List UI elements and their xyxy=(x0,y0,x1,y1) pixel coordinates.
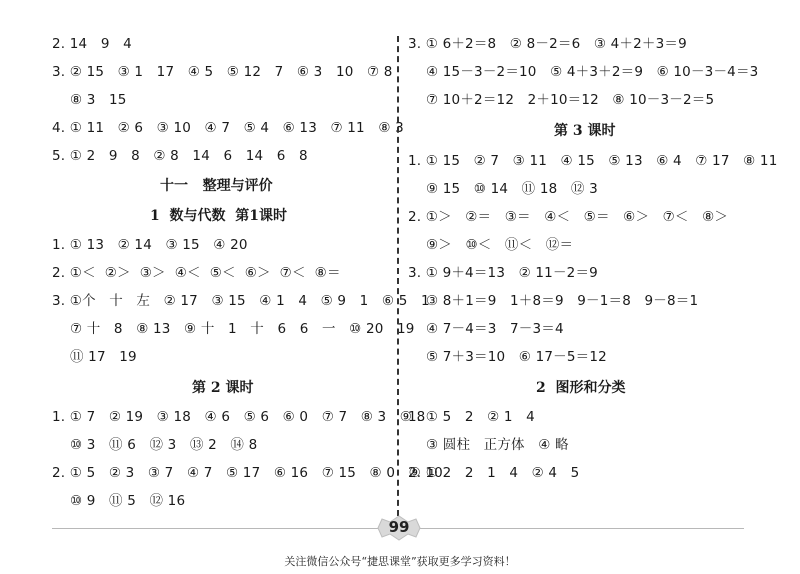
answer-line: ③ 圆柱 正方体 ④ 略 xyxy=(408,437,569,453)
answer-line: ⑤ 7＋3＝10 ⑥ 17－5＝12 xyxy=(408,349,607,365)
answer-line: 2. ①＞ ②＝ ③＝ ④＜ ⑤＝ ⑥＞ ⑦＜ ⑧＞ xyxy=(408,209,729,225)
answer-line: 1. ① 13 ② 14 ③ 15 ④ 20 xyxy=(52,237,248,253)
answer-line: 1. ① 5 2 ② 1 4 xyxy=(408,409,535,425)
answer-line: ④ 15－3－2＝10 ⑤ 4＋3＋2＝9 ⑥ 10－3－4＝3 xyxy=(408,64,759,80)
column-divider xyxy=(397,36,399,516)
answer-line: 2. 14 9 4 xyxy=(52,36,132,52)
section-heading: 十一 整理与评价 xyxy=(160,178,273,194)
section-heading: 2 图形和分类 xyxy=(536,380,626,396)
answer-line: ⑦ 十 8 ⑧ 13 ⑨ 十 1 十 6 6 一 ⑩ 20 19 xyxy=(52,321,415,337)
lesson-heading: 第 2 课时 xyxy=(192,380,254,396)
lesson-heading: 第 3 课时 xyxy=(554,123,616,139)
answer-line: 1. ① 7 ② 19 ③ 18 ④ 6 ⑤ 6 ⑥ 0 ⑦ 7 ⑧ 3 ⑨ 8 xyxy=(52,409,426,425)
answer-line: ⑦ 10＋2＝12 2＋10＝12 ⑧ 10－3－2＝5 xyxy=(408,92,715,108)
page-number-badge xyxy=(372,514,426,542)
answer-line: 3. ② 15 ③ 1 17 ④ 5 ⑤ 12 7 ⑥ 3 10 ⑦ 8 xyxy=(52,64,393,80)
answer-line: 3. ① 9＋4＝13 ② 11－2＝9 xyxy=(408,265,598,281)
answer-line: ⑪ 17 19 xyxy=(52,349,137,365)
answer-line: ③ 8＋1＝9 1＋8＝9 9－1＝8 9－8＝1 xyxy=(408,293,699,309)
answer-line: 5. ① 2 9 8 ② 8 14 6 14 6 8 xyxy=(52,148,308,164)
answer-line: 2. ① 2 2 1 4 ② 4 5 xyxy=(408,465,580,481)
answer-line: 2. ① 5 ② 3 ③ 7 ④ 7 ⑤ 17 ⑥ 16 ⑦ 15 ⑧ 0 ⑨ 10 xyxy=(52,465,443,481)
answer-line: ⑩ 9 ⑪ 5 ⑫ 16 xyxy=(52,493,186,509)
page-number: 99 xyxy=(388,518,410,536)
answer-line: 2. ①＜ ②＞ ③＞ ④＜ ⑤＜ ⑥＞ ⑦＜ ⑧＝ xyxy=(52,265,341,281)
answer-line: ⑩ 3 ⑪ 6 ⑫ 3 ⑬ 2 ⑭ 8 xyxy=(52,437,258,453)
footer-note: 关注微信公众号“捷思课堂”获取更多学习资料！ xyxy=(284,555,516,568)
lesson-heading: 1 数与代数 第1课时 xyxy=(150,208,287,224)
answer-line: ④ 7－4＝3 7－3＝4 xyxy=(408,321,564,337)
answer-line: ⑨ 15 ⑩ 14 ⑪ 18 ⑫ 3 xyxy=(408,181,598,197)
answer-line: 3. ①个 十 左 ② 17 ③ 15 ④ 1 4 ⑤ 9 1 ⑥ 5 1 xyxy=(52,293,430,309)
answer-line: 1. ① 15 ② 7 ③ 11 ④ 15 ⑤ 13 ⑥ 4 ⑦ 17 ⑧ 11 xyxy=(408,153,778,169)
answer-line: 3. ① 6＋2＝8 ② 8－2＝6 ③ 4＋2＋3＝9 xyxy=(408,36,687,52)
answer-line: ⑨＞ ⑩＜ ⑪＜ ⑫＝ xyxy=(408,237,574,253)
answer-line: ⑧ 3 15 xyxy=(52,92,127,108)
answer-line: 4. ① 11 ② 6 ③ 10 ④ 7 ⑤ 4 ⑥ 13 ⑦ 11 ⑧ 3 xyxy=(52,120,404,136)
